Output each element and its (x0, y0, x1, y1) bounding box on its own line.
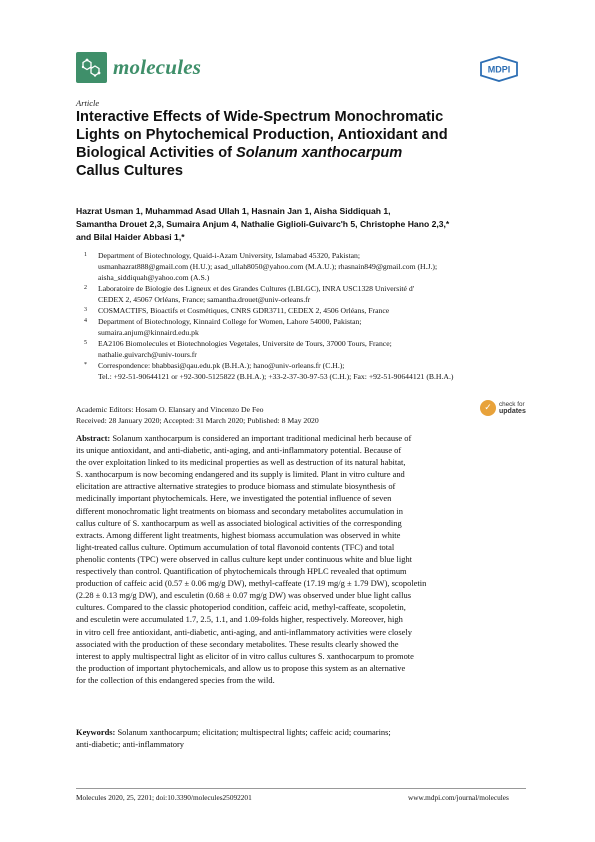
check-updates-line2: updates (499, 408, 526, 415)
abstract-line: light-treated callus culture. Optimum accumulation of total flavonoid contents (TFC) and total (76, 541, 395, 552)
abstract-line: respectively than control. Quantification of phytochemicals through HPLC revealed that optimum (76, 566, 407, 577)
affiliation-emails[interactable]: nathalie.guivarch@univ-tours.fr (98, 350, 197, 359)
affiliation-number: 1 (84, 252, 87, 258)
abstract-line: medicinally important phytochemicals. Here, we investigated the potential influence of seven (76, 493, 392, 504)
correspondence-emails[interactable]: Correspondence: bhabbasi@qau.edu.pk (B.H.A.); hano@univ-orleans.fr (C.H.); (98, 361, 345, 370)
affiliation-number: 5 (84, 340, 87, 346)
journal-name: molecules (113, 55, 202, 79)
article-type: Article (76, 98, 100, 108)
abstract-line: and esculetin were accumulated 1.7, 2.5, 1.1, and 1.09-folds higher, respectively. Moreover, high (76, 614, 403, 625)
abstract-line: associated with the production of these secondary metabolites. These results clearly showed the (76, 638, 399, 649)
keywords-line: anti-diabetic; anti-inflammatory (76, 739, 185, 750)
abstract-line: its unique antioxidant, and anti-diabetic, anti-aging, and anti-inflammatory potential. Because of (76, 445, 402, 456)
abstract-line: callus culture of S. xanthocarpum as well as associated biological activities of the corresponding (76, 517, 402, 528)
title-line: Callus Cultures (76, 163, 184, 179)
affiliations (76, 250, 526, 382)
abstract-line: for the collection of this endangered species from the wild. (76, 674, 275, 685)
abstract-line: different monochromatic light treatments on biomass and secondary metabolites accumulation in (76, 505, 403, 516)
title-line (76, 144, 526, 162)
check-updates-line1: check for (499, 401, 525, 408)
abstract-line (76, 432, 526, 444)
affiliation-item (76, 250, 526, 283)
article-title (76, 108, 526, 180)
footer-citation: Molecules 2020, 25, 2201; doi:10.3390/molecules25092201 (76, 793, 252, 802)
affiliation-text: Department of Biotechnology, Quaid-i-Azam University, Islamabad 45320, Pakistan; (98, 251, 361, 260)
academic-editors: Academic Editors: Hosam O. Elansary and Vincenzo De Feo (76, 405, 264, 414)
keywords-line (76, 726, 526, 738)
affiliation-number: 2 (84, 285, 87, 291)
abstract-line: extracts. Among different light treatments, highest biomass accumulation was observed in white (76, 529, 401, 540)
author-line[interactable]: and Bilal Haider Abbasi 1,* (76, 232, 185, 242)
abstract-line: cultures. Compared to the classic photoperiod condition, caffeic acid, methyl-caffeate, scopoletin, (76, 602, 406, 613)
molecules-logo-icon (76, 52, 107, 83)
correspondence-marker: * (84, 362, 87, 368)
abstract-line: (2.28 ± 0.13 mg/g DW), and esculetin (0.68 ± 0.07 mg/g DW) was observed under blue light callus (76, 590, 411, 601)
abstract-line: in vitro cell free antioxidant, anti-diabetic, anti-aging, and anti-inflammatory activities were closely (76, 626, 412, 637)
svg-text:MDPI: MDPI (487, 64, 511, 75)
title-line: Interactive Effects of Wide-Spectrum Monochromatic (76, 109, 444, 125)
affiliation-text: Laboratoire de Biologie des Ligneux et des Grandes Cultures (LBLGC), INRA USC1328 Université d' (98, 284, 415, 293)
mdpi-logo[interactable] (478, 56, 520, 87)
footer-url[interactable]: www.mdpi.com/journal/molecules (408, 793, 509, 802)
affiliation-text: EA2106 Biomolecules et Biotechnologies Vegetales, Universite de Tours, 37000 Tours, France; (98, 339, 392, 348)
affiliation-emails[interactable]: usmanhazrat888@gmail.com (H.U.); asad_ullah8050@yahoo.com (M.A.U.); rhasnain849@gmail.com (H.J.); (98, 262, 438, 271)
abstract-line: the over exploitation linked to its medicinal properties as well as destruction of its natural habitat, (76, 457, 406, 468)
affiliation-text: Department of Biotechnology, Kinnaird College for Women, Lahore 54000, Pakistan; (98, 317, 362, 326)
title-line: Lights on Phytochemical Production, Antioxidant and (76, 127, 448, 143)
publication-dates: Received: 28 January 2020; Accepted: 31 March 2020; Published: 8 May 2020 (76, 416, 319, 425)
author-list (76, 205, 521, 244)
mdpi-logo-icon (478, 56, 520, 82)
title-text: Biological Activities of (76, 145, 237, 161)
affiliation-number: 4 (84, 318, 87, 324)
abstract-line: interest to apply multispectral light as elicitor of in vitro callus cultures S. xanthocarpum to promote (76, 650, 414, 661)
abstract-line: the production of important phytochemicals, and allow us to propose this system as an alternative (76, 662, 406, 673)
affiliation-item (76, 316, 526, 338)
check-for-updates-badge[interactable] (480, 400, 526, 416)
affiliation-number: 3 (84, 307, 87, 313)
affiliation-text: COSMACTIFS, Bioactifs et Cosmétiques, CNRS GDR3711, CEDEX 2, 4506 Orléans, France (98, 306, 390, 315)
affiliation-emails[interactable]: sumaira.anjum@kinnaird.edu.pk (98, 328, 199, 337)
footer-divider (76, 788, 526, 789)
affiliation-item (76, 305, 526, 316)
abstract (76, 432, 526, 686)
abstract-text: Solanum xanthocarpum is considered an important traditional medicinal herb because of (110, 433, 412, 443)
author-line[interactable]: Hazrat Usman 1, Muhammad Asad Ullah 1, Hasnain Jan 1, Aisha Siddiquah 1, (76, 206, 391, 216)
affiliation-item (76, 283, 526, 305)
author-line[interactable]: Samantha Drouet 2,3, Sumaira Anjum 4, Nathalie Giglioli-Guivarc'h 5, Christophe Hano 2,3,* (76, 219, 450, 229)
correspondence (76, 360, 526, 382)
keywords (76, 726, 526, 750)
abstract-line: phenolic contents (TPC) were observed in callus culture kept under continuous white and blue light (76, 553, 413, 564)
check-updates-icon: ✓ (480, 400, 496, 416)
journal-logo[interactable] (76, 52, 201, 83)
affiliation-item (76, 338, 526, 360)
correspondence-phones: Tel.: +92-51-90644121 or +92-300-5125822 (B.H.A.); +33-2-37-30-97-53 (C.H.); Fax: +92-51-90644121 (B.H.A.) (98, 372, 454, 381)
abstract-label: Abstract: (76, 433, 111, 443)
publication-info (76, 404, 319, 426)
keywords-text: Solanum xanthocarpum; elicitation; multispectral lights; caffeic acid; coumarins; (115, 727, 391, 737)
abstract-line: S. xanthocarpum is now becoming endangered and its supply is limited. Plant in vitro culture and (76, 469, 405, 480)
affiliation-emails[interactable]: aisha_siddiquah@yahoo.com (A.S.) (98, 273, 210, 282)
keywords-label: Keywords: (76, 727, 116, 737)
title-species: Solanum xanthocarpum (236, 145, 403, 161)
check-updates-text (499, 401, 526, 415)
affiliation-emails[interactable]: CEDEX 2, 45067 Orléans, France; samantha.drouet@univ-orleans.fr (98, 295, 311, 304)
abstract-line: production of caffeic acid (0.57 ± 0.06 mg/g DW), methyl-caffeate (17.19 mg/g ± 1.79 DW), scopoletin (76, 578, 427, 589)
abstract-line: elicitation are attractive alternative strategies to produce biomass and stimulate biosynthesis of (76, 481, 396, 492)
